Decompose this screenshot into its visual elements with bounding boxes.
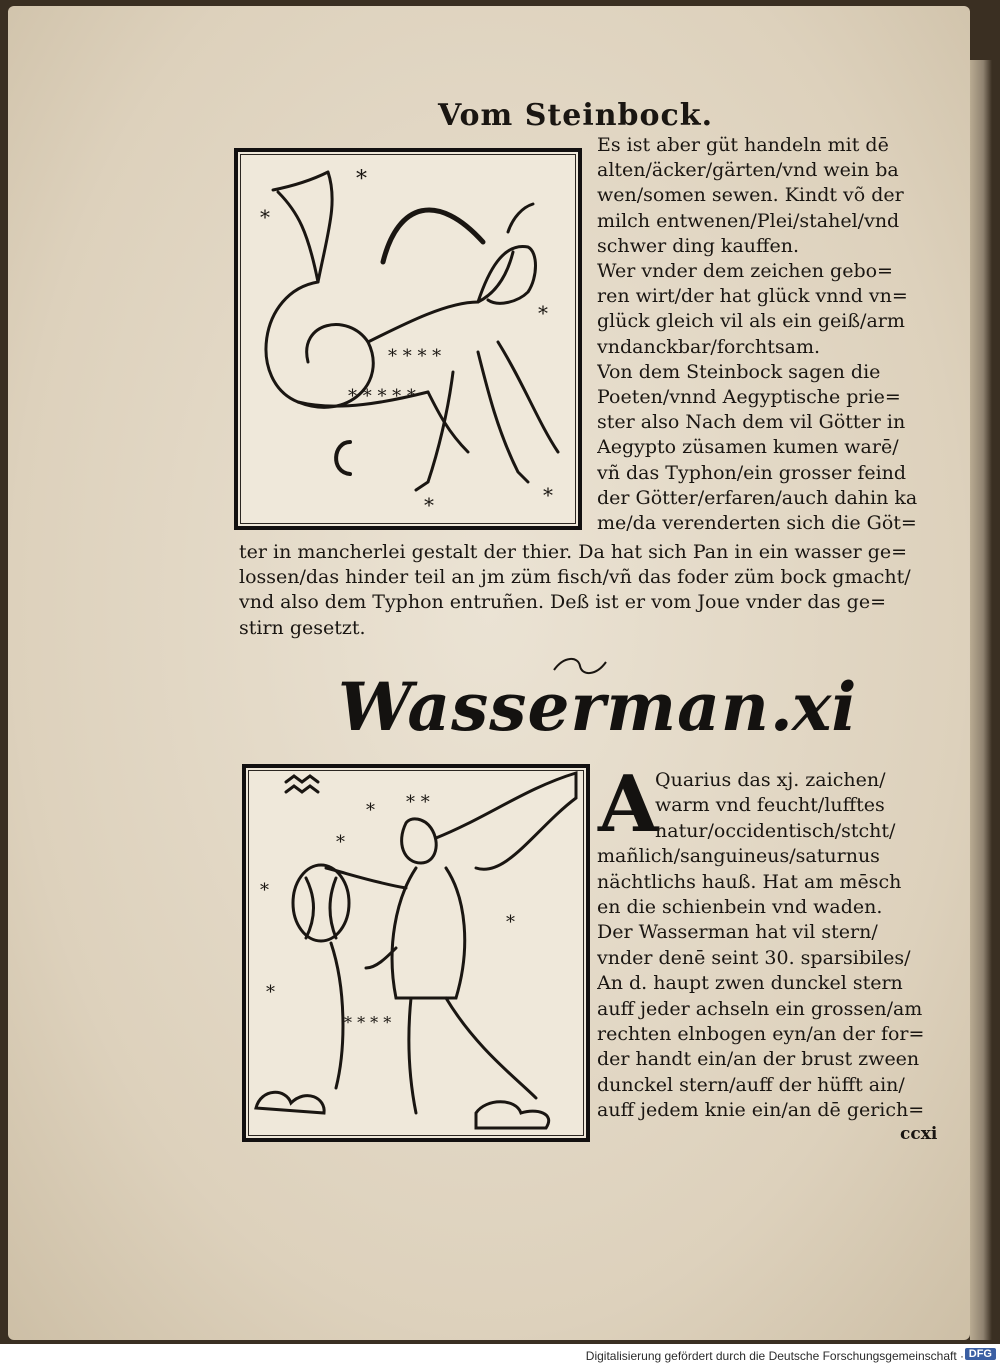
text-line: vñ das Typhon/ein grosser feind xyxy=(597,461,907,484)
aquarius-text-column xyxy=(597,759,947,1124)
svg-text:* * * *: * * * * xyxy=(388,346,442,367)
text-line: vndanckbar/forchtsam. xyxy=(597,335,821,358)
text-line: auff jeder achseln ein grossen/am xyxy=(597,997,923,1020)
text-line: schwer ding kauffen. xyxy=(597,234,800,257)
text-line: me/da verenderten sich die Göt= xyxy=(597,512,917,535)
text-line: dunckel stern/auff der hüfft ain/ xyxy=(597,1073,905,1096)
text-line: wen/somen sewen. Kindt võ der xyxy=(597,184,904,207)
text-line: Poeten/vnnd Aegyptische prie= xyxy=(597,386,901,409)
text-line: rechten elnbogen eyn/an der for= xyxy=(597,1023,925,1046)
text-line: Wer vnder dem zeichen gebo= xyxy=(597,260,893,283)
svg-text:* * * * *: * * * * * xyxy=(348,386,416,407)
text-line: en die schienbein vnd waden. xyxy=(597,896,883,919)
svg-text:*: * xyxy=(260,205,270,229)
text-line: auff jedem knie ein/an dē gerich= xyxy=(597,1099,925,1122)
text-line: milch entwenen/Plei/stahel/vnd xyxy=(597,209,900,232)
svg-text:*: * xyxy=(538,301,548,325)
capricorn-woodcut xyxy=(234,148,582,530)
svg-text:*: * xyxy=(424,493,434,517)
text-line: vnder denē seint 30. sparsibiles/ xyxy=(597,946,911,969)
text-line: stirn gesetzt. xyxy=(239,616,366,639)
svg-text:*: * xyxy=(543,483,553,507)
running-head: Vom Steinbock. xyxy=(438,98,714,133)
section-title: Wasserman. xyxy=(338,668,794,746)
svg-text:*: * xyxy=(356,167,367,192)
svg-text:* * * *: * * * * xyxy=(344,1013,392,1032)
text-line: ren wirt/der hat glück vnnd vn= xyxy=(597,285,908,308)
text-line: der Götter/erfaren/auch dahin ka xyxy=(597,486,918,509)
dfg-logo: DFG xyxy=(965,1348,996,1360)
signature-mark: ccxi xyxy=(900,1124,938,1144)
capricorn-text-full-width xyxy=(239,540,939,641)
capricorn-text-column xyxy=(597,133,942,536)
digitization-footer xyxy=(0,1344,1000,1368)
svg-text:*: * xyxy=(260,880,269,901)
text-line: mañlich/sanguineus/saturnus xyxy=(597,845,880,868)
svg-text:*: * xyxy=(266,982,275,1003)
svg-text:*: * xyxy=(336,832,345,853)
text-line: alten/äcker/gärten/vnd wein ba xyxy=(597,159,899,182)
text-line: An d. haupt zwen dunckel stern xyxy=(597,972,903,995)
svg-text:*: * xyxy=(366,800,375,821)
drop-cap: A xyxy=(598,759,659,850)
text-line: Von dem Steinbock sagen die xyxy=(597,360,881,383)
text-line: der handt ein/an der brust zween xyxy=(597,1048,920,1071)
text-line: Aegypto züsamen kumen warē/ xyxy=(597,436,899,459)
text-line: ter in mancherlei gestalt der thier. Da hat sich Pan in ein wasser ge= xyxy=(239,541,908,563)
text-line: lossen/das hinder teil an jm züm fisch/vñ das foder züm bock gmacht/ xyxy=(239,566,911,589)
text-line: vnd also dem Typhon entruñen. Deß ist er vom Joue vnder das ge= xyxy=(239,591,887,614)
aquarius-woodcut xyxy=(242,764,590,1142)
aquarius-illustration xyxy=(246,768,586,1138)
page-edge xyxy=(970,60,992,1340)
text-line: natur/occidentisch/stcht/ xyxy=(655,819,896,842)
text-line: Der Wasserman hat vil stern/ xyxy=(597,921,878,944)
text-line: Es ist aber güt handeln mit dē xyxy=(597,134,889,156)
section-number: xi xyxy=(792,668,857,746)
svg-text:*: * xyxy=(506,912,515,933)
svg-text:* *: * * xyxy=(406,792,430,813)
text-line: nächtlichs hauß. Hat am mēsch xyxy=(597,870,902,893)
text-line: glück gleich vil als ein geiß/arm xyxy=(597,310,905,333)
text-line: Quarius das xj. zaichen/ xyxy=(655,769,886,791)
text-line: warm vnd feucht/lufftes xyxy=(655,794,885,817)
footer-text: Digitalisierung gefördert durch die Deutsche Forschungsgemeinschaft · xyxy=(585,1349,964,1363)
text-line: ster also Nach dem vil Götter in xyxy=(597,411,906,434)
capricorn-illustration xyxy=(238,152,578,526)
